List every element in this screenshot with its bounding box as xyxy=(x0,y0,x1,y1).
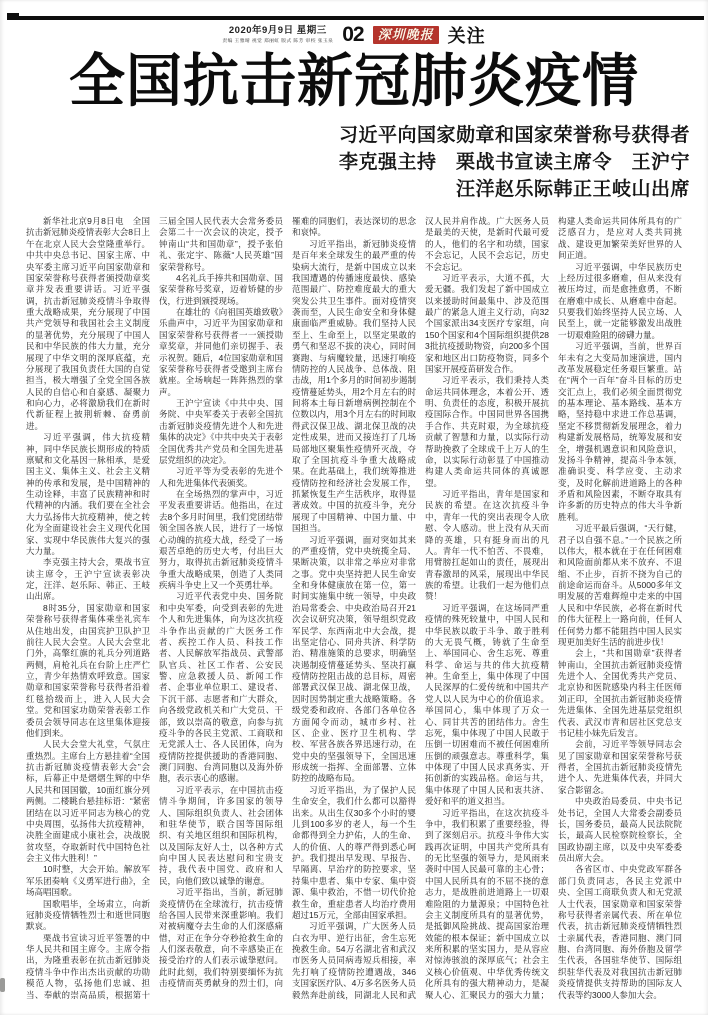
article-paragraph: 习近平等为受表彰的先进个人和先进集体代表颁奖。 xyxy=(159,466,283,488)
sub-headline-line-2: 李克强主持 栗战书宣读主席令 王沪宁 xyxy=(338,152,690,173)
page-number: 02 xyxy=(342,23,364,46)
scan-smudge xyxy=(0,978,5,992)
article-paragraph: 人民大会堂大礼堂，气氛庄重热烈。主席台上方悬挂着“全国抗击新冠肺炎疫情表彰大会”会标，后幕正中是熠熠生辉的中华人民共和国国徽，10面红旗分列两侧。二楼眺台悬挂标语：“紧密团结在以习近平同志为核心的党中央周围，弘扬伟大抗疫精神，决胜全面建成小康社会，决战脱贫攻坚，夺取新时代中国特色社会主义伟大胜利！” xyxy=(26,739,150,863)
article-paragraph: 习近平最后强调，“天行健，君子以自强不息。”一个民族之所以伟大，根本就在于在任何困难和风险面前都从来不放弃、不退缩、不止步，百折不挠为自己的前途命运而奋斗。从5000多年文明发展的苦难辉煌中走来的中国人民和中华民族，必将在新时代的伟大征程上一路向前，任何人任何势力都不能阻挡中国人民实现更加美好生活的前进步伐！ xyxy=(558,523,682,647)
article-paragraph: 会上，“共和国勋章”获得者钟南山，全国抗击新冠肺炎疫情先进个人、全国优秀共产党员、北京协和医院感染内科主任医师刘正印，全国抗击新冠肺炎疫情先进集体、全国先进基层党组织代表、武汉市青和居社区党总支书记桂小妹先后发言。 xyxy=(558,648,682,738)
article-paragraph: 习近平强调，广大医务人员白衣为甲、逆行出征，舍生忘死挽救生命。54万名湖北省和武汉市医务人员同病毒短兵相接，率先打响了疫情防控遭遇战，346支国家医疗队、4万多名医务人员毅然奔赴前线，同湖北人民和武汉人民并肩作战。广大医务人员是最美的天使，是新时代最可爱的人，他们的名字和功绩，国家不会忘记，人民不会忘记，历史不会忘记。 xyxy=(292,216,549,1000)
article-paragraph: 8时35分，国家勋章和国家荣誉称号获得者集体乘坐礼宾车从住地出发，由国宾护卫队护卫前往人民大会堂。人民大会堂北门外，高擎红旗的礼兵分列道路两侧，肩枪礼兵在台阶上庄严伫立，青少年热情欢呼致意。国家勋章和国家荣誉称号获得者沿着红毯拾级而上，进入人民大会堂。党和国家功勋荣誉表彰工作委员会领导同志在这里集体迎接他们到来。 xyxy=(26,602,150,738)
article-paragraph: 习近平指出，新冠肺炎疫情是百年来全球发生的最严重的传染病大流行，是新中国成立以来我国遭遇的传播速度最快、感染范围最广、防控难度最大的重大突发公共卫生事件。面对疫情突袭而至，人民生命安全和身体健康面临严重威胁。我们坚持人民至上、生命至上，以坚定果敢的勇气和坚忍不拔的决心，同时间赛跑、与病魔较量，迅速打响疫情防控的人民战争、总体战、阻击战，用1个多月的时间初步遏制疫情蔓延势头，用2个月左右的时间将本土每日新增病例控制在个位数以内，用3个月左右的时间取得武汉保卫战、湖北保卫战的决定性成果，进而又接连打了几场局部地区聚集性疫情歼灭战，夺取了全国抗疫斗争重大战略成果。在此基础上，我们统筹推进疫情防控和经济社会发展工作，抓紧恢复生产生活秩序，取得显著成效。中国的抗疫斗争，充分展现了中国精神、中国力量、中国担当。 xyxy=(292,238,416,534)
article-paragraph: 4名礼兵手捧共和国勋章、国家荣誉称号奖章，迈着矫健的步伐，行进到颁授现场。 xyxy=(159,272,283,306)
article-paragraph: 习近平表示，在中国抗击疫情斗争期间，许多国家的领导人、国际组织负责人、社会团体和驻华使节，联合国等国际组织、有关地区组织和国际机构，以及国际友好人士，以各种方式向中国人民表达慰问和宝贵支持，我代表中国党、政府和人民，向他们致以诚挚的谢意。 xyxy=(159,784,283,886)
article-paragraph: 习近平表示，大道不孤，大爱无疆。我们发起了新中国成立以来援助时间最集中、涉及范围最广的紧急人道主义行动，向32个国家派出34支医疗专家组，向150个国家和4个国际组织提供283批抗疫援助物资，向200多个国家和地区出口防疫物资，同多个国家开展疫苗研发合作。 xyxy=(425,272,549,374)
article-paragraph: 栗战书宣读习近平签署的中华人民共和国主席令。主席令指出，为隆重表彰在抗击新冠肺炎疫情斗争中作出杰出贡献的功勋模范人物，弘扬他们忠诚、担当、奉献的崇高品质，根据第十三届全国人民代表大会常务委员会第二十一次会议的决定，授予钟南山“共和国勋章”，授予张伯礼、张定宇、陈薇“人民英雄”国家荣誉称号。 xyxy=(26,216,283,1000)
masthead-logo: 深圳晚报 xyxy=(373,26,439,44)
editor-credits: 责编 王雅晴 视觉 郑丽虹 版式 陈芳 审校 张玉泉 xyxy=(222,38,334,44)
article-paragraph: 习近平指出，当前，新冠肺炎疫情仍在全球流行，抗击疫情给各国人民带来深重影响。我们对被病魔夺去生命的人们深感痛惜，对正在争分夺秒抢救生命的人们深表敬意，向不幸感染正在接受治疗的人们表示诚挚慰问。此时此刻，我们特别要缅怀为抗击疫情而英勇献身的烈士们，向罹难的同胞们，表达深切的思念和哀悼。 xyxy=(159,216,416,989)
sub-headline-line-3: 汪洋赵乐际韩正王岐山出席 xyxy=(455,179,690,200)
article-paragraph: 习近平表示，我们秉持人类命运共同体理念，本着公开、透明、负责任的态度，积极开展抗疫国际合作。中国同世界各国携手合作、共克时艰，为全球抗疫贡献了智慧和力量，以实际行动帮助挽救了全球成千上万人的生命，以实际行动彰显了中国推动构建人类命运共同体的真诚愿望。 xyxy=(425,375,549,488)
article-paragraph: 习近平指出，青年是国家和民族的希望。在这次抗疫斗争中，青年一代的突出表现令人欣慰、令人感动。世上没有从天而降的英雄，只有挺身而出的凡人。青年一代不怕苦、不畏难，用臂膀扛起如山的责任，展现出青春激昂的风采，展现出中华民族的希望。让我们一起为他们点赞！ xyxy=(425,489,549,602)
article-paragraph: 会前，习近平等领导同志会见了国家勋章和国家荣誉称号获得者，全国抗击新冠肺炎疫情先进个人、先进集体代表，并同大家合影留念。 xyxy=(558,739,682,795)
date-line: 2020年9月9日 星期三 xyxy=(228,25,327,37)
article-paragraph: 李克强主持大会，栗战书宣读主席令，王沪宁宣读表彰决定，汪洋、赵乐际、韩正、王岐山出席。 xyxy=(26,557,150,602)
article-body xyxy=(26,216,682,1010)
article-paragraph: 习近平指出，为了保护人民生命安全，我们什么都可以豁得出来。从出生仅30多个小时的婴儿到100多岁的老人，每一个生命都得到全力护佑，人的生命、人的价值、人的尊严得到悉心呵护。我们提出早发现、早报告、早隔离、早治疗的防控要求，坚持集中患者、集中专家、集中资源、集中救治，不惜一切代价抢救生命，重症患者人均治疗费用超过15万元，全部由国家承担。 xyxy=(292,784,416,920)
sub-headline-line-1: 习近平向国家勋章和国家荣誉称号获得者 xyxy=(338,125,690,146)
article-paragraph: 习近平强调，当前，世界百年未有之大变局加速演进，国内改革发展稳定任务艰巨繁重。站在“两个一百年”奋斗目标的历史交汇点上，我们必须全面贯彻党的基本理论、基本路线、基本方略，坚持稳中求进工作总基调，坚定不移贯彻新发展理念，着力构建新发展格局，统筹发展和安全，增强机遇意识和风险意识，发扬斗争精神，提高斗争本领，准确识变、科学应变、主动求变，及时化解前进道路上的各种矛盾和风险因素，不断夺取具有许多新的历史特点的伟大斗争新胜利。 xyxy=(558,341,682,522)
article-paragraph: 习近平强调，在这场同严重疫情的殊死较量中，中国人民和中华民族以敢于斗争、敢于胜利的大无畏气概，铸就了生命至上、举国同心、舍生忘死、尊重科学、命运与共的伟大抗疫精神。生命至上，集中体现了中国人民深厚的仁爱传统和中国共产党人以人民为中心的价值追求。举国同心，集中体现了万众一心、同甘共苦的团结伟力。舍生忘死，集中体现了中国人民敢于压倒一切困难而不被任何困难所压倒的顽强意志。尊重科学，集中体现了中国人民求真务实、开拓创新的实践品格。命运与共，集中体现了中国人民和衷共济、爱好和平的道义担当。 xyxy=(425,602,549,807)
top-rule-divider xyxy=(7,16,704,20)
article-paragraph: 各省区市、中央党政军群各部门负责同志，各民主党派中央、全国工商联负责人和无党派人士代表，国家勋章和国家荣誉称号获得者亲属代表、所在单位代表，抗击新冠肺炎疫情牺牲烈士亲属代表，香港同胞、澳门同胞、台湾同胞、海外侨胞及留学生代表，各国驻华使节、国际组织驻华代表及对我国抗击新冠肺炎疫情提供支持帮助的国际友人代表等约3000人参加大会。 xyxy=(558,864,682,1000)
article-paragraph: 习近平强调，面对突如其来的严重疫情，党中央统揽全局、果断决策，以非常之举应对非常之事。党中央坚持把人民生命安全和身体健康放在第一位，第一时间实施集中统一领导，中央政治局常委会、中央政治局召开21次会议研究决策，领导组织党政军民学、东西南北中大会战，提出坚定信心、同舟共济、科学防治、精准施策的总要求，明确坚决遏制疫情蔓延势头、坚决打赢疫情防控阻击战的总目标，周密部署武汉保卫战、湖北保卫战，因时因势制定重大战略策略。各级党委和政府、各部门各单位各方面闻令而动，城市乡村、社区、企业、医疗卫生机构、学校、军营各族各界迅速行动，在党中央的坚强领导下，全国迅速形成统一指挥、全面部署、立体防控的战略布局。 xyxy=(292,534,416,784)
article-paragraph: 王沪宁宣读《中共中央、国务院、中央军委关于表彰全国抗击新冠肺炎疫情先进个人和先进集体的决定》《中共中央关于表彰全国优秀共产党员和全国先进基层党组织的决定》。 xyxy=(159,398,283,465)
article-paragraph: 新华社北京9月8日电 全国抗击新冠肺炎疫情表彰大会8日上午在北京人民大会堂隆重举行。中共中央总书记、国家主席、中央军委主席习近平向国家勋章和国家荣誉称号获得者颁授勋章奖章并发表重要讲话。习近平强调，抗击新冠肺炎疫情斗争取得重大战略成果，充分展现了中国共产党领导和我国社会主义制度的显著优势，充分展现了中国人民和中华民族的伟大力量，充分展现了中华文明的深厚底蕴，充分展现了我国负责任大国的自觉担当，极大增强了全党全国各族人民的自信心和自豪感、凝聚力和向心力，必将激励我们在新时代新征程上披荆斩棘、奋勇前进。 xyxy=(26,216,150,431)
header-meta-text xyxy=(222,26,333,44)
article-paragraph: 中央政治局委员、中央书记处书记，全国人大常委会副委员长，国务委员，最高人民法院院长，最高人民检察院检察长，全国政协副主席，以及中央军委委员出席大会。 xyxy=(558,796,682,863)
article-paragraph: 10时整，大会开始。解放军军乐团奏响《义勇军进行曲》，全场高唱国歌。 xyxy=(26,864,150,898)
sub-headline xyxy=(339,122,690,203)
page-header xyxy=(0,22,708,48)
section-label: 关注 xyxy=(447,26,486,46)
article-paragraph: 习近平强调，伟大抗疫精神，同中华民族长期形成的特质禀赋和文化基因一脉相承，是爱国主义、集体主义、社会主义精神的传承和发展，是中国精神的生动诠释，丰富了民族精神和时代精神的内涵。我们要在全社会大力弘扬伟大抗疫精神，使之转化为全面建设社会主义现代化国家、实现中华民族伟大复兴的强大力量。 xyxy=(26,432,150,556)
article-paragraph: 习近平强调，中华民族历史上经历过很多磨难，但从来没有被压垮过，而是愈挫愈勇，不断在磨难中成长、从磨难中奋起。只要我们始终坚持人民立场、人民至上，就一定能够激发出战胜一切艰难险阻的磅礴力量。 xyxy=(558,261,682,340)
article-paragraph: 习近平代表党中央、国务院和中央军委，向受到表彰的先进个人和先进集体，向为这次抗疫斗争作出贡献的广大医务工作者、疾控工作人员、科技工作者、人民解放军指战员、武警部队官兵、社区工作者、公安民警、应急救援人员、新闻工作者、企事业单位职工、建设者、下沉干部、志愿者和广大群众，向各级党政机关和广大党员、干部，致以崇高的敬意，向参与抗疫斗争的各民主党派、工商联和无党派人士、各人民团体，向为疫情防控提供援助的香港同胞、澳门同胞、台湾同胞以及海外侨胞，表示衷心的感谢。 xyxy=(159,591,283,784)
main-headline: 全国抗击新冠肺炎疫情 xyxy=(69,48,639,113)
article-paragraph: 在全场热烈的掌声中，习近平发表重要讲话。他指出，在过去8个多月时间里，我们党团结带领全国各族人民，进行了一场惊心动魄的抗疫大战，经受了一场艰苦卓绝的历史大考，付出巨大努力，取得抗击新冠肺炎疫情斗争重大战略成果，创造了人类同疾病斗争史上又一个英勇壮举。 xyxy=(159,489,283,590)
article-paragraph: 国歌唱毕，全场肃立，向新冠肺炎疫情牺牲烈士和逝世同胞默哀。 xyxy=(26,898,150,932)
article-paragraph: 在雄壮的《向祖国英雄致敬》乐曲声中，习近平为国家勋章和国家荣誉称号获得者一一颁授勋章奖章，并同他们亲切握手、表示祝贺。随后，4位国家勋章和国家荣誉称号获得者受邀到主席台就座。全场响起一阵阵热烈的掌声。 xyxy=(159,307,283,397)
article-paragraph: 习近平指出，在这次抗疫斗争中，我们积累了重要经验，得到了深刻启示。抗疫斗争伟大实践再次证明，中国共产党所具有的无比坚强的领导力，是风雨来袭时中国人民最可靠的主心骨；中国人民所具有的不屈不挠的意志力，是战胜前进道路上一切艰难险阻的力量源泉；中国特色社会主义制度所具有的显著优势，是抵御风险挑战、提高国家治理效能的根本保证；新中国成立以来所积累的坚实国力，是从容应对惊涛骇浪的深厚底气；社会主义核心价值观、中华优秀传统文化所具有的强大精神动力，是凝聚人心、汇聚民力的强大力量；构建人类命运共同体所具有的广泛感召力，是应对人类共同挑战、建设更加繁荣美好世界的人间正道。 xyxy=(425,216,682,1000)
